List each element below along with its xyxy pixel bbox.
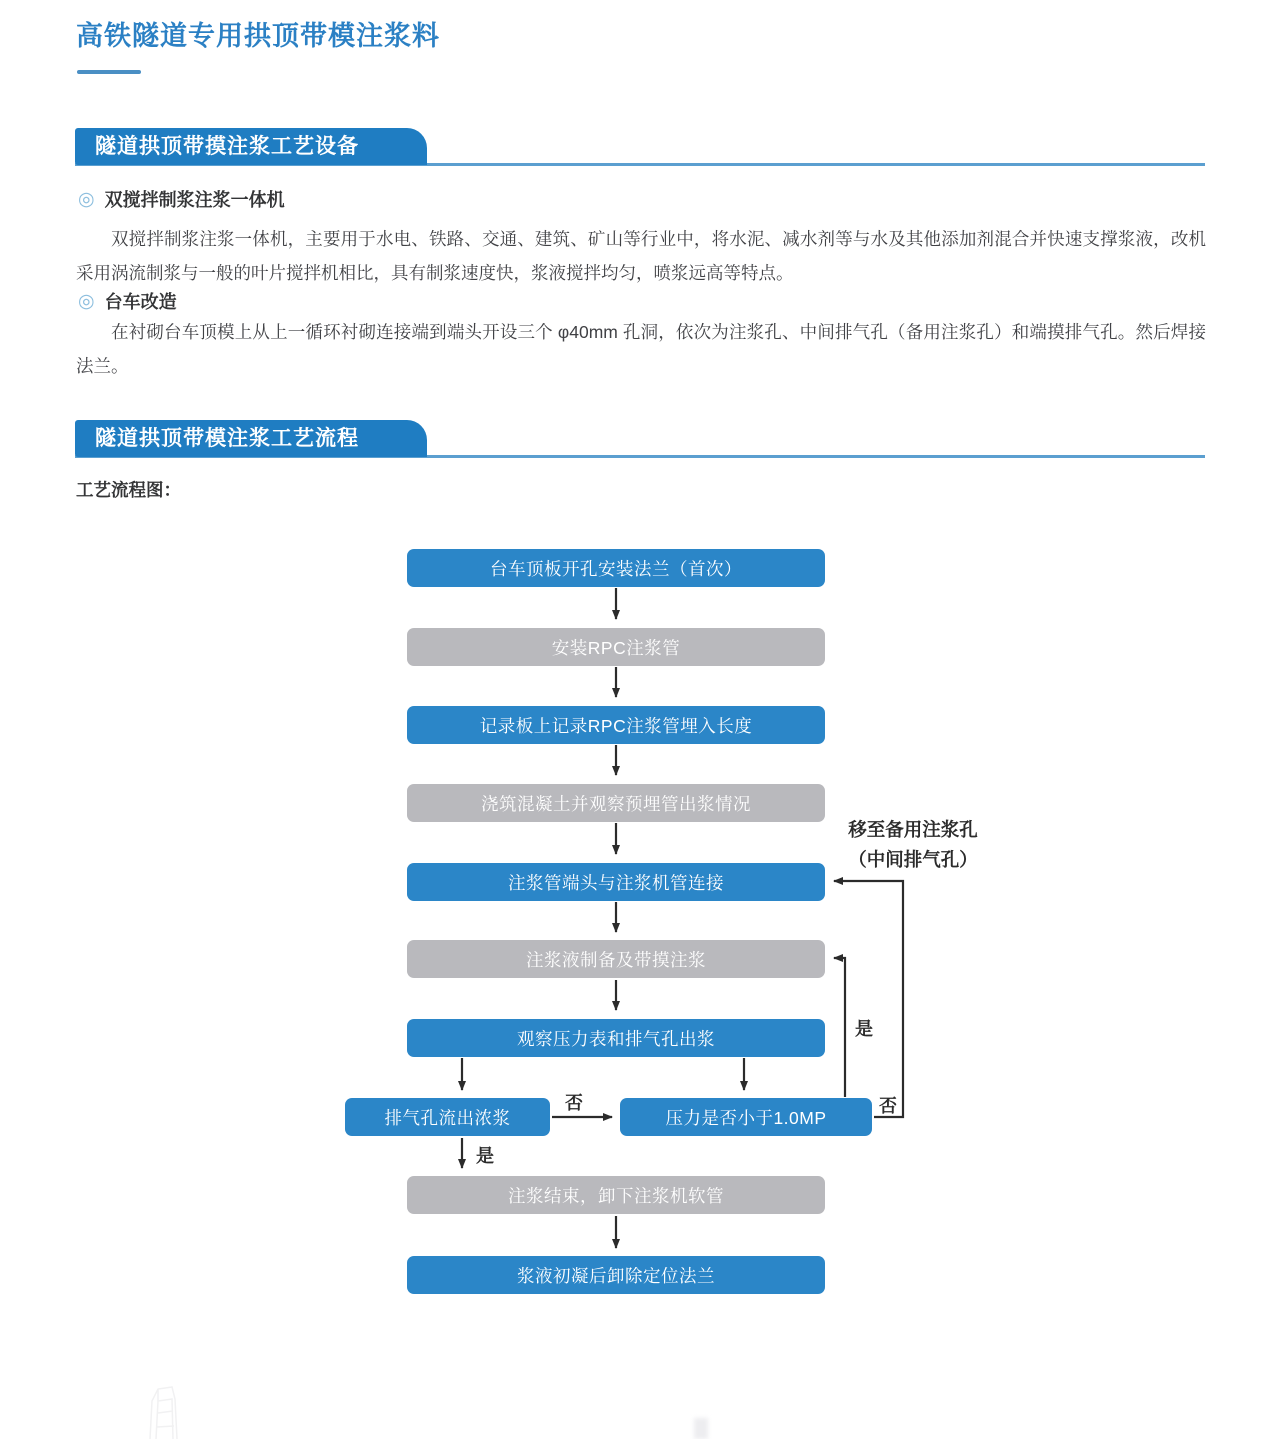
equipment-item-1-body: 双搅拌制浆注浆一体机，主要用于水电、铁路、交通、建筑、矿山等行业中，将水泥、减水剂等与水及其他添加剂混合并快速支撑浆液，改机采用涡流制浆与一般的叶片搅拌机相比，具有制浆速度快，浆液搅拌均匀，喷浆远高等特点。 [76, 229, 1206, 283]
building-watermark-icon [128, 1383, 198, 1439]
flow-node-remove-flange: 浆液初凝后卸除定位法兰 [407, 1256, 825, 1294]
smudge-watermark [694, 1418, 708, 1439]
equipment-item-1-heading-row [78, 186, 285, 212]
double-circle-bullet-icon: ◎ [78, 188, 95, 210]
flow-node-vent-thick-grout: 排气孔流出浓浆 [345, 1098, 550, 1136]
item-heading: 台车改造 [104, 292, 177, 312]
flowchart-subtitle: 工艺流程图： [76, 480, 181, 500]
title-underline [77, 70, 141, 74]
flow-node-install-rpc-pipe: 安装RPC注浆管 [407, 628, 825, 666]
item-heading: 双搅拌制浆注浆一体机 [104, 190, 285, 210]
flow-annotation [838, 815, 988, 875]
equipment-item-2-body: 在衬砌台车顶模上从上一循环衬砌连接端到端头开设三个 φ40mm 孔洞，依次为注浆孔、中间排气孔（备用注浆孔）和端摸排气孔。然后焊接法兰。 [76, 322, 1206, 376]
flow-node-pressure-check: 压力是否小于1.0MP [620, 1098, 872, 1136]
flow-node-observe-gauge: 观察压力表和排气孔出浆 [407, 1019, 825, 1057]
flow-annotation-line1: 移至备用注浆孔 [848, 819, 978, 840]
section-badge: 隧道拱顶带摸注浆工艺设备 [75, 128, 427, 165]
flow-node-record-length: 记录板上记录RPC注浆管埋入长度 [407, 706, 825, 744]
flow-node-prepare-grout: 注浆液制备及带摸注浆 [407, 940, 825, 978]
section-badge: 隧道拱顶带模注浆工艺流程 [75, 420, 427, 457]
edge-label-no-feedback: 否 [879, 1096, 897, 1116]
flow-node-finish-grouting: 注浆结束，卸下注浆机软管 [407, 1176, 825, 1214]
edge-label-yes: 是 [476, 1146, 494, 1166]
section-header-process [75, 420, 1205, 457]
flow-node-connect-pipe: 注浆管端头与注浆机管连接 [407, 863, 825, 901]
page-title: 高铁隧道专用拱顶带模注浆料 [76, 21, 440, 51]
edge-label-no: 否 [565, 1093, 583, 1113]
flow-node-install-flange: 台车顶板开孔安装法兰（首次） [407, 549, 825, 587]
section-header-equipment [75, 128, 1205, 165]
double-circle-bullet-icon: ◎ [78, 290, 95, 312]
equipment-item-2-heading-row [78, 288, 177, 314]
edge-label-yes-feedback: 是 [855, 1019, 873, 1039]
flow-node-pour-concrete: 浇筑混凝土并观察预埋管出浆情况 [407, 784, 825, 822]
flow-annotation-line2: （中间排气孔） [848, 849, 978, 870]
